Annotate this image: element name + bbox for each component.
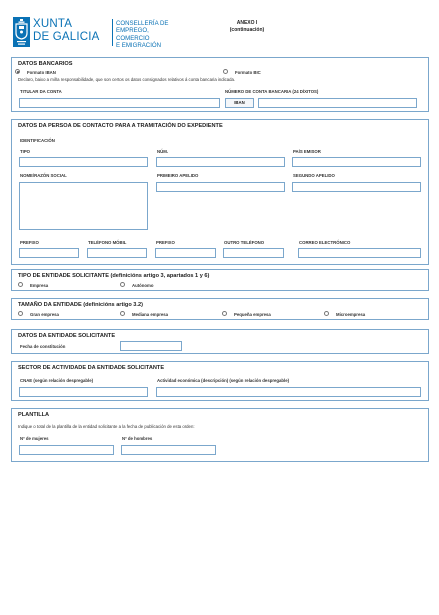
constitution-date-field[interactable]	[120, 341, 182, 351]
prefix-field[interactable]	[19, 248, 79, 258]
account-number-label: NÚMERO DE CONTA BANCARIA (24 DÍXITOS)	[225, 89, 319, 94]
entity-type-section	[11, 269, 429, 291]
conselleria-name	[116, 20, 183, 49]
constitution-date-label: Fecha de constitución	[20, 344, 66, 349]
staff-title: PLANTILLA	[18, 412, 50, 418]
logo-line-2: DE GALICIA	[33, 31, 100, 43]
contact-section	[11, 119, 429, 265]
name-label: NOME/RAZÓN SOCIAL	[20, 173, 67, 178]
first-surname-label: PRIMEIRO APELIDO	[157, 173, 199, 178]
entity-type-company-label: Empresa	[30, 282, 49, 288]
identification-label: IDENTIFICACIÓN	[20, 138, 55, 143]
mobile-phone-field[interactable]	[87, 248, 147, 258]
conselleria-line-2: EMPREGO, COMERCIO	[116, 27, 150, 42]
entity-size-section	[11, 298, 429, 320]
sector-title: SECTOR DE ACTIVIDADE DA ENTIDADE SOLICITANTE	[18, 365, 165, 371]
bank-section	[11, 57, 429, 112]
document-type-label: TIPO	[20, 149, 31, 154]
logo-line-1: XUNTA	[33, 18, 73, 30]
account-number-field[interactable]	[258, 98, 417, 108]
contact-section-title: DATOS DA PERSOA DE CONTACTO PARA A TRAMITACIÓN DO EXPEDIENTE	[18, 123, 223, 129]
issuing-country-field[interactable]	[292, 157, 421, 167]
prefix-2-label: PREFIXO	[156, 240, 175, 245]
bank-declaration: Declaro, baixo a miña responsabilidade, que son certos os datos consignados relativos á conta bancaria indicada.	[18, 77, 236, 82]
size-medium-radio[interactable]	[120, 311, 125, 316]
women-count-label: Nº de mujeres	[20, 436, 49, 441]
account-holder-label: TITULAR DA CONTA	[20, 89, 62, 94]
economic-activity-label: Actividad económica (descripción) (según relación despregable)	[157, 378, 290, 383]
size-small-radio[interactable]	[222, 311, 227, 316]
men-count-label: Nº de hombres	[122, 436, 153, 441]
sector-section	[11, 361, 429, 401]
document-number-field[interactable]	[156, 157, 285, 167]
name-field[interactable]	[19, 182, 148, 230]
entity-type-self-employed-label: Autónomo	[132, 282, 154, 288]
mobile-phone-label: TELÉFONO MÓBIL	[88, 240, 127, 245]
xunta-wordmark	[33, 18, 100, 44]
other-phone-label: OUTRO TELÉFONO	[224, 240, 265, 245]
email-field[interactable]	[298, 248, 421, 258]
entity-data-section	[11, 329, 429, 354]
document-type-field[interactable]	[19, 157, 148, 167]
conselleria-line-3: E EMIGRACIÓN	[116, 41, 162, 49]
size-large-label: Gran empresa	[30, 311, 59, 317]
annex-heading	[212, 20, 282, 34]
men-count-field[interactable]	[121, 445, 216, 455]
annex-subtitle: (continuación)	[229, 27, 265, 33]
other-phone-field[interactable]	[223, 248, 284, 258]
xunta-emblem-icon	[13, 17, 30, 47]
logo-divider	[112, 19, 113, 46]
size-large-radio[interactable]	[18, 311, 23, 316]
bank-section-title: DATOS BANCARIOS	[18, 61, 73, 67]
issuing-country-label: PAÍS EMISOR	[293, 149, 321, 154]
women-count-field[interactable]	[19, 445, 114, 455]
prefix-label: PREFIXO	[20, 240, 39, 245]
size-micro-radio[interactable]	[324, 311, 329, 316]
staff-instruction: Indique o total de la plantilla de la entidad solicitante a la fecha de publicación de esta orden:	[18, 424, 195, 429]
economic-activity-select[interactable]	[156, 387, 421, 397]
annex-title: ANEXO I	[236, 20, 258, 26]
iban-prefix-field[interactable]: IBAN	[225, 98, 254, 108]
bic-format-label: Formato BIC	[235, 69, 261, 75]
xunta-logo	[13, 17, 183, 49]
first-surname-field[interactable]	[156, 182, 285, 192]
second-surname-field[interactable]	[292, 182, 421, 192]
entity-type-title: TIPO DE ENTIDADE SOLICITANTE (definicións artigo 3, apartados 1 y 6)	[18, 273, 210, 279]
iban-format-radio[interactable]	[15, 69, 20, 74]
entity-type-self-employed-radio[interactable]	[120, 282, 125, 287]
second-surname-label: SEGUNDO APELIDO	[293, 173, 335, 178]
account-holder-field[interactable]	[19, 98, 220, 108]
entity-size-title: TAMAÑO DA ENTIDADE (definicións artigo 3.2)	[18, 302, 143, 308]
conselleria-line-1: CONSELLERÍA DE	[116, 20, 169, 27]
entity-data-title: DATOS DA ENTIDADE SOLICITANTE	[18, 333, 116, 339]
prefix-2-field[interactable]	[155, 248, 216, 258]
bic-format-radio[interactable]	[223, 69, 228, 74]
size-medium-label: Mediana empresa	[132, 311, 169, 317]
entity-type-company-radio[interactable]	[18, 282, 23, 287]
email-label: CORREO ELECTRÓNICO	[299, 240, 351, 245]
cnae-label: CNAE (según relación despregable)	[20, 378, 94, 383]
iban-format-label: Formato IBAN	[27, 69, 56, 75]
cnae-select[interactable]	[19, 387, 148, 397]
staff-section	[11, 408, 429, 462]
document-number-label: NÚM.	[157, 149, 168, 154]
size-small-label: Pequeña empresa	[234, 311, 271, 317]
size-micro-label: Microempresa	[336, 311, 366, 317]
